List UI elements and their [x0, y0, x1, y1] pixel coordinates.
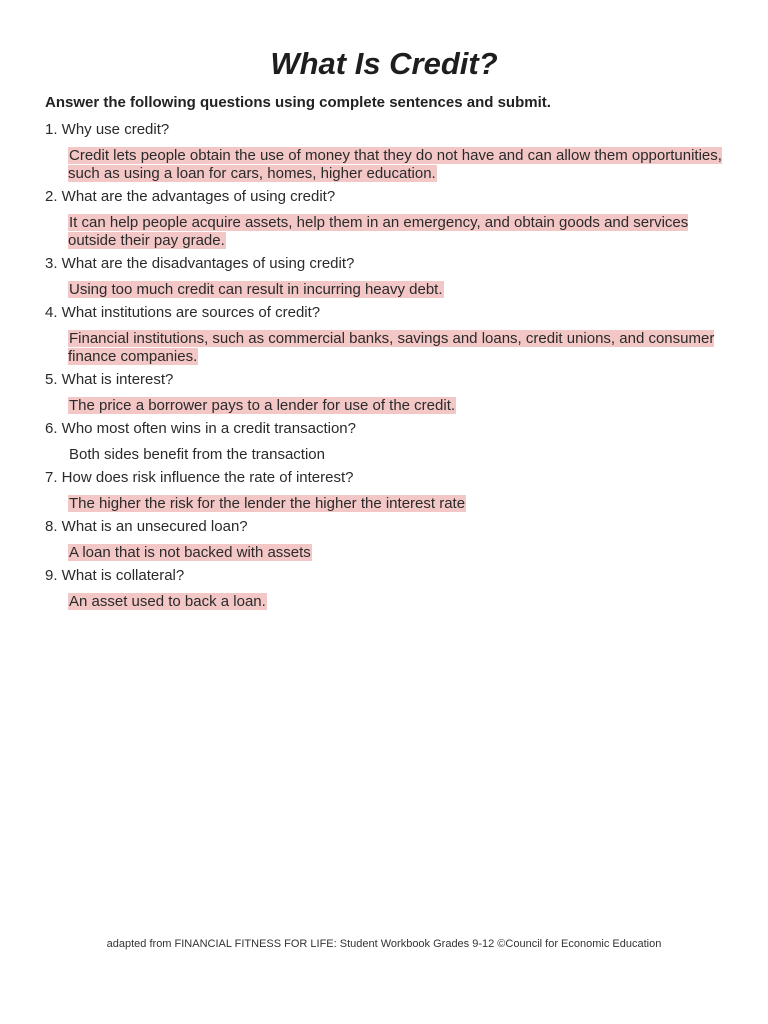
answer-5: [68, 397, 725, 415]
answer-5-text: The price a borrower pays to a lender for use of the credit.: [69, 397, 456, 414]
answer-7: [68, 495, 725, 513]
answer-1-text: Credit lets people obtain the use of money that they do not have and can allow them opportunities, such as using a loan for cars, homes, higher education.: [68, 147, 722, 182]
instructions: Answer the following questions using complete sentences and submit.: [45, 94, 551, 111]
answer-3-text: Using too much credit can result in incurring heavy debt.: [69, 281, 443, 298]
question-4: 4. What institutions are sources of credit?: [45, 304, 321, 321]
question-list: [45, 120, 725, 615]
question-2: 2. What are the advantages of using credit?: [45, 188, 336, 205]
question-item-1: [45, 120, 725, 183]
answer-8-text: A loan that is not backed with assets: [69, 544, 311, 561]
footer-credit: adapted from FINANCIAL FITNESS FOR LIFE: Student Workbook Grades 9-12 ©Council for Economic Education: [106, 938, 662, 950]
question-item-5: [45, 370, 725, 415]
answer-4: [68, 330, 725, 366]
question-9: 9. What is collateral?: [45, 567, 185, 584]
question-item-3: [45, 254, 725, 299]
question-item-7: [45, 468, 725, 513]
answer-3: [68, 281, 725, 299]
answer-7-text: The higher the risk for the lender the higher the interest rate: [69, 495, 466, 512]
question-7: 7. How does risk influence the rate of interest?: [45, 469, 354, 486]
answer-6: [68, 446, 725, 464]
answer-2: [68, 214, 725, 250]
question-item-8: [45, 517, 725, 562]
question-3: 3. What are the disadvantages of using credit?: [45, 255, 355, 272]
question-6: 6. Who most often wins in a credit transaction?: [45, 420, 356, 437]
answer-2-text: It can help people acquire assets, help them in an emergency, and obtain goods and services outside their pay grade.: [68, 214, 689, 249]
answer-4-text: Financial institutions, such as commercial banks, savings and loans, credit unions, and consumer finance companies.: [68, 330, 715, 365]
question-5: 5. What is interest?: [45, 371, 174, 388]
question-item-6: [45, 419, 725, 464]
question-item-2: [45, 187, 725, 250]
question-item-4: [45, 303, 725, 366]
question-8: 8. What is an unsecured loan?: [45, 518, 248, 535]
question-1: 1. Why use credit?: [45, 121, 170, 138]
page-title: What Is Credit?: [270, 46, 498, 81]
answer-9: [68, 593, 725, 611]
answer-8: [68, 544, 725, 562]
answer-6-text: Both sides benefit from the transaction: [69, 446, 325, 463]
answer-9-text: An asset used to back a loan.: [69, 593, 266, 610]
answer-1: [68, 147, 725, 183]
question-item-9: [45, 566, 725, 611]
